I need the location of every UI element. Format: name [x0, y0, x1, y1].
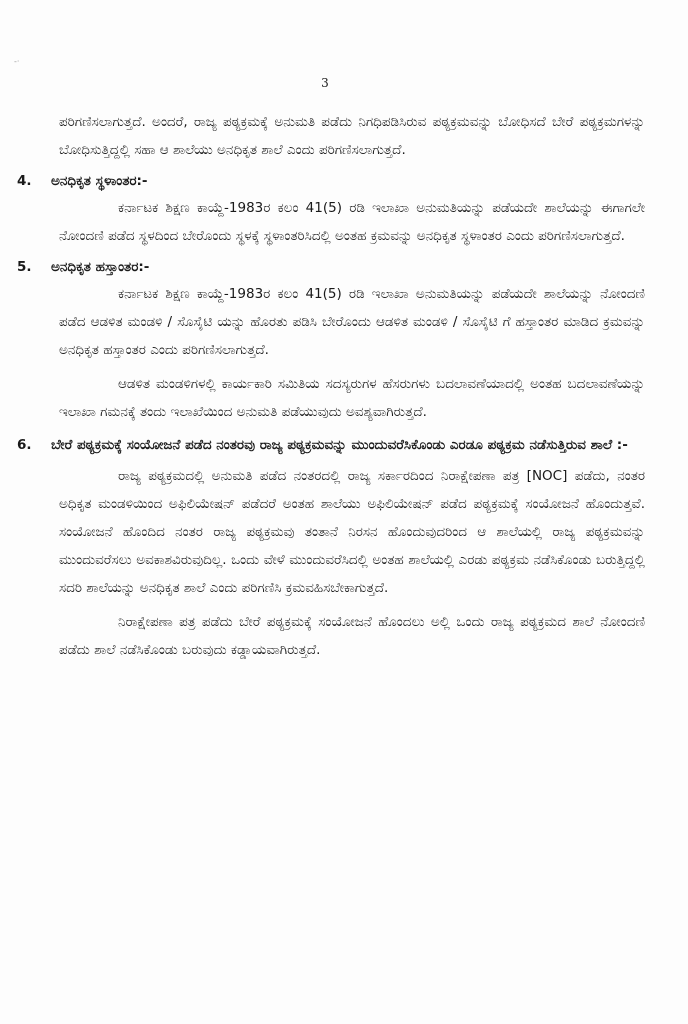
section-6	[0, 432, 688, 664]
section-heading	[0, 168, 688, 194]
section-paragraph: ಆಡಳಿತ ಮಂಡಳಿಗಳಲ್ಲಿ ಕಾರ್ಯಕಾರಿ ಸಮಿತಿಯ ಸದಸ್ಯರುಗಳ ಹೆಸರುಗಳು ಬದಲಾವಣೆಯಾದಲ್ಲಿ ಅಂತಹ ಬದಲಾವಣೆಯನ್ನು ಇಲಾಖಾ ಗಮನಕ್ಕೆ ತಂದು ಇಲಾಖೆಯಿಂದ ಅನುಮತಿ ಪಡೆಯುವುದು ಅವಶ್ಯವಾಗಿರುತ್ತದೆ.	[59, 376, 645, 420]
section-title: ಅನಧಿಕೃತ ಸ್ಥಳಾಂತರ:-	[51, 173, 148, 189]
section-paragraph: ಕರ್ನಾಟಕ ಶಿಕ್ಷಣ ಕಾಯ್ದೆ-1983ರ ಕಲಂ 41(5) ರಡಿ ಇಲಾಖಾ ಅನುಮತಿಯನ್ನು ಪಡೆಯದೇ ಶಾಲೆಯನ್ನು ನೋಂದಣಿ ಪಡೆದ ಆಡಳಿತ ಮಂಡಳಿ / ಸೊಸೈಟಿ ಯನ್ನು ಹೊರತು ಪಡಿಸಿ ಬೇರೊಂದು ಆಡಳಿತ ಮಂಡಳಿ / ಸೊಸೈಟಿ ಗೆ ಹಸ್ತಾಂತರ ಮಾಡಿದ ಕ್ರಮವನ್ನು ಅನಧಿಕೃತ ಹಸ್ತಾಂತರ ಎಂದು ಪರಿಗಣಿಸಲಾಗುತ್ತದೆ.	[59, 286, 645, 358]
section-heading	[0, 432, 688, 458]
section-number: 4.	[17, 173, 32, 189]
section-number: 6.	[17, 437, 32, 453]
intro-paragraph: ಪರಿಗಣಿಸಲಾಗುತ್ತದೆ. ಅಂದರೆ, ರಾಜ್ಯ ಪಠ್ಯಕ್ರಮಕ್ಕೆ ಅನುಮತಿ ಪಡೆದು ನಿಗಧಿಪಡಿಸಿರುವ ಪಠ್ಯಕ್ರಮವನ್ನು ಬೋಧಿಸದೆ ಬೇರೆ ಪಠ್ಯಕ್ರಮಗಳನ್ನು ಬೋಧಿಸುತ್ತಿದ್ದಲ್ಲಿ ಸಹಾ ಆ ಶಾಲೆಯು ಅನಧಿಕೃತ ಶಾಲೆ ಎಂದು ಪರಿಗಣಿಸಲಾಗುತ್ತದೆ.	[59, 114, 645, 158]
section-number: 5.	[17, 259, 32, 275]
section-4	[0, 168, 688, 250]
section-paragraph: ಕರ್ನಾಟಕ ಶಿಕ್ಷಣ ಕಾಯ್ದೆ-1983ರ ಕಲಂ 41(5) ರಡಿ ಇಲಾಖಾ ಅನುಮತಿಯನ್ನು ಪಡೆಯದೇ ಶಾಲೆಯನ್ನು ಈಗಾಗಲೇ ನೋಂದಣಿ ಪಡೆದ ಸ್ಥಳದಿಂದ ಬೇರೊಂದು ಸ್ಥಳಕ್ಕೆ ಸ್ಥಳಾಂತರಿಸಿದಲ್ಲಿ ಅಂತಹ ಕ್ರಮವನ್ನು ಅನಧಿಕೃತ ಸ್ಥಳಾಂತರ ಎಂದು ಪರಿಗಣಿಸಲಾಗುತ್ತದೆ.	[59, 200, 645, 244]
page-number: 3	[321, 76, 329, 90]
section-title: ಬೇರೆ ಪಠ್ಯಕ್ರಮಕ್ಕೆ ಸಂಯೋಜನೆ ಪಡೆದ ನಂತರವು ರಾಜ್ಯ ಪಠ್ಯಕ್ರಮವನ್ನು ಮುಂದುವರೆಸಿಕೊಂಡು ಎರಡೂ ಪಠ್ಯಕ್ರಮ ನಡೆಸುತ್ತಿರುವ ಶಾಲೆ :-	[51, 437, 628, 453]
section-title: ಅನಧಿಕೃತ ಹಸ್ತಾಂತರ:-	[51, 259, 150, 275]
document-body	[0, 108, 688, 664]
section-heading	[0, 254, 688, 280]
section-paragraph: ರಾಜ್ಯ ಪಠ್ಯಕ್ರಮದಲ್ಲಿ ಅನುಮತಿ ಪಡೆದ ನಂತರದಲ್ಲಿ ರಾಜ್ಯ ಸರ್ಕಾರದಿಂದ ನಿರಾಕ್ಷೇಪಣಾ ಪತ್ರ [NOC] ಪಡೆದು, ನಂತರ ಅಧಿಕೃತ ಮಂಡಳಿಯಿಂದ ಅಫಿಲಿಯೇಷನ್ ಪಡೆದರೆ ಅಂತಹ ಶಾಲೆಯು ಅಫಿಲಿಯೇಷನ್ ಪಡೆದ ಪಠ್ಯಕ್ರಮಕ್ಕೆ ಸಂಯೋಜನೆ ಹೊಂದುತ್ತವೆ. ಸಂಯೋಜನೆ ಹೊಂದಿದ ನಂತರ ರಾಜ್ಯ ಪಠ್ಯಕ್ರಮವು ತಂತಾನೆ ನಿರಸನ ಹೊಂದುವುದರಿಂದ ಆ ಶಾಲೆಯಲ್ಲಿ ರಾಜ್ಯ ಪಠ್ಯಕ್ರಮವನ್ನು ಮುಂದುವರೆಸಲು ಅವಕಾಶವಿರುವುದಿಲ್ಲ. ಒಂದು ವೇಳೆ ಮುಂದುವರೆಸಿದಲ್ಲಿ ಅಂತಹ ಶಾಲೆಯಲ್ಲಿ ಎರಡು ಪಠ್ಯಕ್ರಮ ನಡೆಸಿಕೊಂಡು ಬರುತ್ತಿದ್ದಲ್ಲಿ ಸದರಿ ಶಾಲೆಯನ್ನು ಅನಧಿಕೃತ ಶಾಲೆ ಎಂದು ಪರಿಗಣಿಸಿ ಕ್ರಮವಹಿಸಬೇಕಾಗುತ್ತದೆ.	[59, 468, 645, 596]
scan-speck: -·	[14, 57, 20, 66]
section-paragraph: ನಿರಾಕ್ಷೇಪಣಾ ಪತ್ರ ಪಡೆದು ಬೇರೆ ಪಠ್ಯಕ್ರಮಕ್ಕೆ ಸಂಯೋಜನೆ ಹೊಂದಲು ಅಲ್ಲಿ ಒಂದು ರಾಜ್ಯ ಪಠ್ಯಕ್ರಮದ ಶಾಲೆ ನೋಂದಣಿ ಪಡೆದು ಶಾಲೆ ನಡೆಸಿಕೊಂಡು ಬರುವುದು ಕಡ್ಡಾಯವಾಗಿರುತ್ತದೆ.	[59, 614, 645, 658]
section-5	[0, 254, 688, 426]
